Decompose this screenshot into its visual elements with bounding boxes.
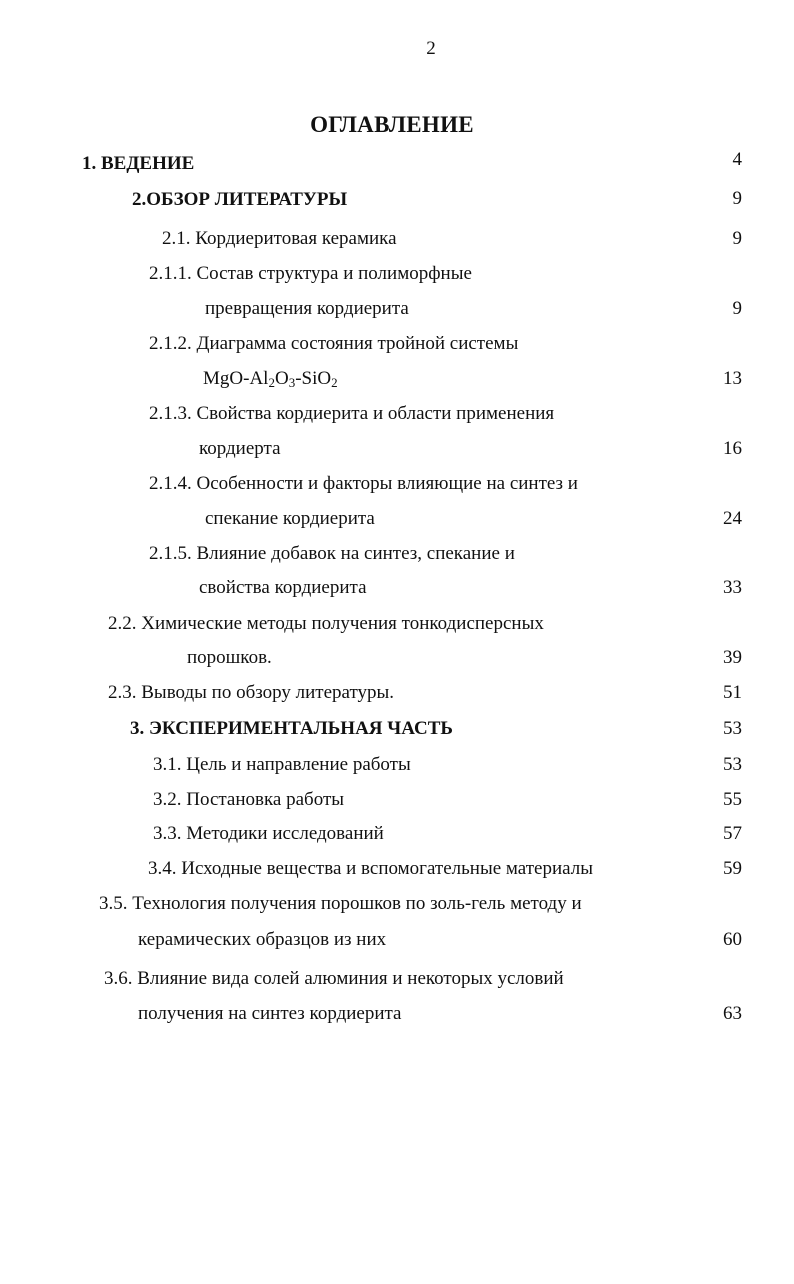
toc-page-2-3: 51 [723,682,742,703]
toc-entry-intro: 1. ВЕДЕНИЕ [82,153,195,174]
toc-page-2-1-5: 33 [723,577,742,598]
toc-entry-experimental: 3. ЭКСПЕРИМЕНТАЛЬНАЯ ЧАСТЬ [130,718,453,739]
toc-entry-2-2: 2.2. Химические методы получения тонкодисперсных [108,613,544,634]
toc-entry-3-3: 3.3. Методики исследований [153,823,384,844]
toc-entry-2-1-2-formula: MgO-$Al_2O_3-SiO_2$ [203,368,338,390]
toc-page-2-1-3: 16 [723,438,742,459]
toc-entry-2-1-1-cont: превращения кордиерита [205,298,409,319]
toc-page-3-4: 59 [723,858,742,879]
page-number: 2 [426,38,436,59]
toc-entry-3-4: 3.4. Исходные вещества и вспомогательные материалы [148,858,593,879]
toc-page-2-2: 39 [723,647,742,668]
toc-entry-review: 2.ОБЗОР ЛИТЕРАТУРЫ [132,189,348,210]
toc-entry-2-1-5: 2.1.5. Влияние добавок на синтез, спекание и [149,543,515,564]
toc-entry-3-6-cont: получения на синтез кордиерита [138,1003,402,1024]
toc-entry-3-6: 3.6. Влияние вида солей алюминия и некоторых условий [104,968,564,989]
toc-entry-2-2-cont: порошков. [187,647,272,668]
toc-page-3-6: 63 [723,1003,742,1024]
toc-entry-2-1-2: 2.1.2. Диаграмма состояния тройной системы [149,333,519,354]
toc-entry-2-1-3: 2.1.3. Свойства кордиерита и области применения [149,403,555,424]
toc-page-3-3: 57 [723,823,742,844]
toc-entry-3-2: 3.2. Постановка работы [153,789,345,810]
toc-entry-3-5-cont: керамических образцов из них [138,929,387,950]
toc-page-intro: 4 [732,149,742,170]
toc-page-3-2: 55 [723,789,742,810]
toc-entry-2-1-4: 2.1.4. Особенности и факторы влияющие на синтез и [149,473,578,494]
toc-entry-3-5: 3.5. Технология получения порошков по золь-гель методу и [99,893,582,914]
toc-page-2-1-4: 24 [723,508,742,529]
toc-entry-2-1-1: 2.1.1. Состав структура и полиморфные [149,263,472,284]
toc-entry-2-1-5-cont: свойства кордиерита [199,577,367,598]
toc-page-2-1: 9 [732,228,742,249]
toc-page-review: 9 [732,188,742,209]
toc-entry-2-1: 2.1. Кордиеритовая керамика [162,228,397,249]
toc-entry-2-1-4-cont: спекание кордиерита [205,508,375,529]
toc-entry-2-1-3-cont: кордиерта [199,438,281,459]
toc-page-2-1-2: 13 [723,368,742,389]
toc-page-3-5: 60 [723,929,742,950]
toc-page-3-1: 53 [723,754,742,775]
toc-entry-2-3: 2.3. Выводы по обзору литературы. [108,682,395,703]
toc-page-2-1-1: 9 [732,298,742,319]
toc-entry-3-1: 3.1. Цель и направление работы [153,754,411,775]
toc-title: ОГЛАВЛЕНИЕ [310,112,474,137]
toc-page-experimental: 53 [723,718,742,739]
